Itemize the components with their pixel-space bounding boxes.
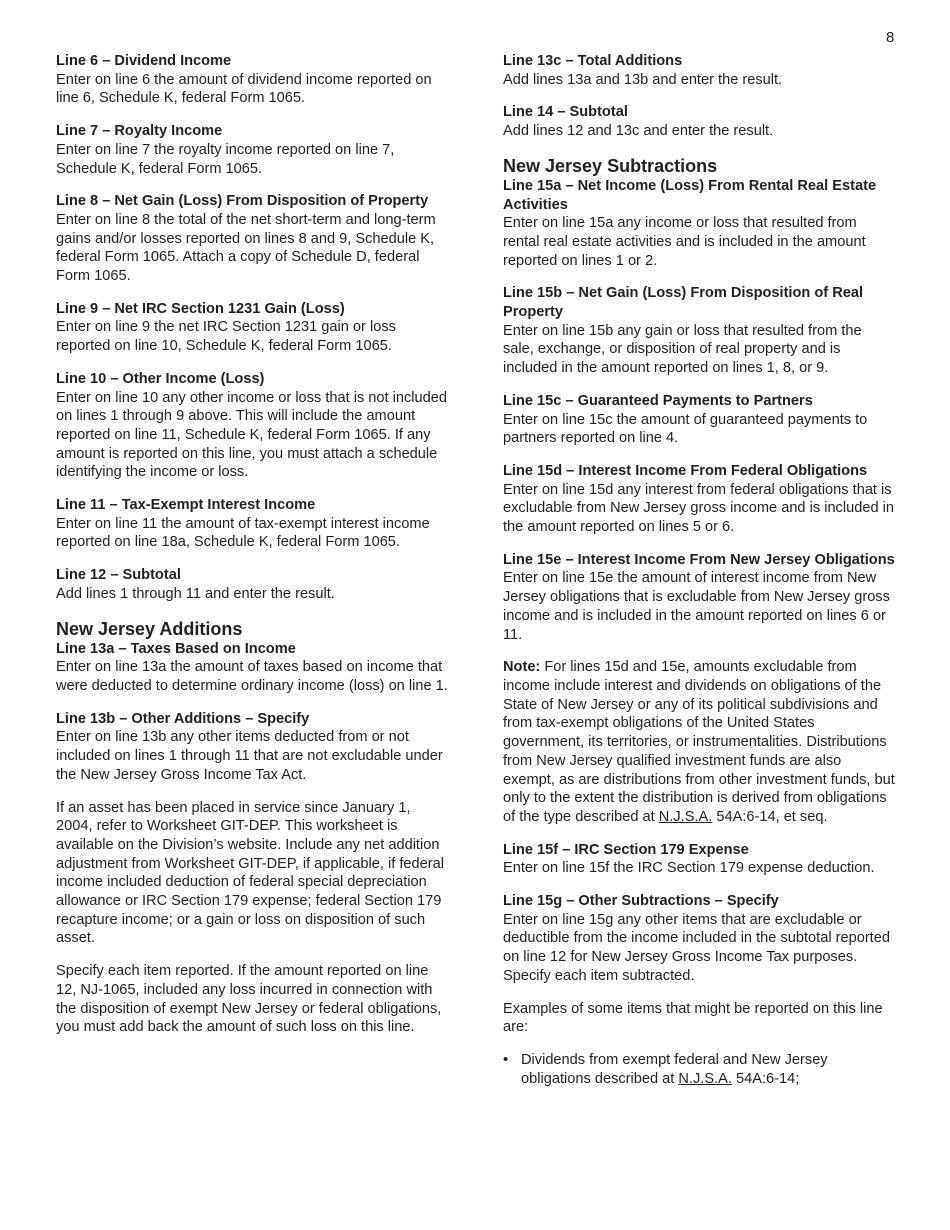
line12-section <box>56 566 448 603</box>
line14-title: Line 14 – Subtotal <box>503 104 628 121</box>
line15d-body: Enter on line 15d any interest from federal obligations that is excludable from New Jersey gross income and is included in the amount reported on lines 5 or 6. <box>503 481 894 536</box>
note-paragraph <box>503 658 895 826</box>
line6-section <box>56 52 448 108</box>
additions-heading: New Jersey Additions <box>56 618 243 639</box>
line13a-body: Enter on line 13a the amount of taxes based on income that were deducted to determine ordinary income (loss) on line 1. <box>56 659 448 694</box>
line15c-section <box>503 392 895 448</box>
line15f-title: Line 15f – IRC Section 179 Expense <box>503 841 749 858</box>
line10-section <box>56 370 448 482</box>
line15a-title: Line 15a – Net Income (Loss) From Rental Real Estate Activities <box>503 177 877 213</box>
note-citation: N.J.S.A. <box>658 808 713 825</box>
subtractions-heading: New Jersey Subtractions <box>503 155 718 176</box>
line15c-title: Line 15c – Guaranteed Payments to Partners <box>503 392 813 409</box>
line15f-body: Enter on line 15f the IRC Section 179 expense deduction. <box>503 860 875 877</box>
line15a-section <box>503 177 895 271</box>
line15e-title: Line 15e – Interest Income From New Jersey Obligations <box>503 551 895 568</box>
line13c-body: Add lines 13a and 13b and enter the result. <box>503 71 783 88</box>
note-text-before: For lines 15d and 15e, amounts excludable from income include interest and dividends on obligations of the State of New Jersey or any of its political subdivisions and from tax-exempt obligations of the United States government, its territories, or instrumentalities. Distributions from New Jersey qualified investment funds are also exempt, as are distributions from other investment funds, but only to the extent the distribution is derived from obligations of the type described at <box>503 659 895 825</box>
line7-title: Line 7 – Royalty Income <box>56 123 223 140</box>
line14-section <box>503 103 895 140</box>
examples-list <box>503 1051 895 1088</box>
line13b-body: Enter on line 13b any other items deducted from or not included on lines 1 through 11 that are not excludable under the New Jersey Gross Income Tax Act. <box>56 729 443 783</box>
asset-paragraph: If an asset has been placed in service since January 1, 2004, refer to Worksheet GIT-DEP. This worksheet is available on the Division’s website. Include any net addition adjustment from Worksheet GIT-DEP, if applicable, if federal income included deduction of federal special depreciation allowance or IRC Section 179 expense; federal Section 179 recapture income; or a gain or loss on disposition of such asset. <box>56 799 444 947</box>
line15d-section <box>503 462 895 537</box>
line15b-section <box>503 284 895 378</box>
line14-body: Add lines 12 and 13c and enter the result. <box>503 123 774 140</box>
line13c-section <box>503 52 895 89</box>
line15e-section <box>503 551 895 645</box>
line9-title: Line 9 – Net IRC Section 1231 Gain (Loss) <box>56 300 345 317</box>
line11-body: Enter on line 11 the amount of tax-exempt interest income reported on line 18a, Schedule K, federal Form 1065. <box>56 515 430 551</box>
line13a-section <box>56 640 448 696</box>
line8-title: Line 8 – Net Gain (Loss) From Disposition of Property <box>56 193 429 210</box>
line15g-body: Enter on line 15g any other items that are excludable or deductible from the income included in the subtotal reported on line 12 for New Jersey Gross Income Tax purposes. Specify each item subtracted. <box>503 911 890 984</box>
line7-section <box>56 122 448 178</box>
bullet1-text-before: Dividends from exempt federal and New Jersey obligations described at <box>521 1051 828 1087</box>
line9-body: Enter on line 9 the net IRC Section 1231 gain or loss reported on line 10, Schedule K, federal Form 1065. <box>56 319 396 355</box>
line13b-section <box>56 710 448 785</box>
line7-body: Enter on line 7 the royalty income reported on line 7, Schedule K, federal Form 1065. <box>56 141 395 177</box>
line12-body: Add lines 1 through 11 and enter the result. <box>56 585 335 602</box>
line10-body: Enter on line 10 any other income or loss that is not included on lines 1 through 9 above. This will include the amount reported on line 11, Schedule K, federal Form 1065. If any amount is reported on this line, you must attach a schedule identifying the income or loss. <box>56 389 448 481</box>
line8-body: Enter on line 8 the total of the net short-term and long-term gains and/or losses reported on lines 8 and 9, Schedule K, federal Form 1065. Attach a copy of Schedule D, federal Form 1065. <box>56 211 436 285</box>
line6-body: Enter on line 6 the amount of dividend income reported on line 6, Schedule K, federal Form 1065. <box>56 71 432 107</box>
line11-title: Line 11 – Tax-Exempt Interest Income <box>56 497 316 514</box>
line10-title: Line 10 – Other Income (Loss) <box>56 370 265 387</box>
note-label: Note: <box>503 659 541 676</box>
line15d-title: Line 15d – Interest Income From Federal Obligations <box>503 462 868 479</box>
bullet1-citation: N.J.S.A. <box>678 1070 732 1087</box>
line13a-title: Line 13a – Taxes Based on Income <box>56 640 296 657</box>
line15g-title: Line 15g – Other Subtractions – Specify <box>503 893 779 910</box>
line15f-section <box>503 841 895 878</box>
page-number: 8 <box>886 29 895 46</box>
line13c-title: Line 13c – Total Additions <box>503 53 683 69</box>
bullet1-text-after: 54A:6-14; <box>731 1070 800 1087</box>
line9-section <box>56 300 448 356</box>
line13b-title: Line 13b – Other Additions – Specify <box>56 710 310 727</box>
line15g-section <box>503 892 895 986</box>
line15b-body: Enter on line 15b any gain or loss that resulted from the sale, exchange, or disposition of real property and is included in the amount reported on lines 1, 8, or 9. <box>503 322 862 377</box>
line12-title: Line 12 – Subtotal <box>56 567 181 584</box>
note-text-after: 54A:6-14, et seq. <box>712 808 828 825</box>
line15c-body: Enter on line 15c the amount of guaranteed payments to partners reported on line 4. <box>503 411 868 447</box>
line15e-body: Enter on line 15e the amount of interest income from New Jersey obligations that is excludable from New Jersey gross income and is included in the amount reported on lines 6 or 11. <box>503 570 890 643</box>
list-item <box>521 1051 895 1088</box>
line8-section <box>56 192 448 286</box>
line11-section <box>56 496 448 552</box>
examples-intro: Examples of some items that might be reported on this line are: <box>503 1000 883 1036</box>
left-column <box>56 52 448 1051</box>
specify-paragraph: Specify each item reported. If the amount reported on line 12, NJ-1065, included any loss incurred in connection with the disposition of exempt New Jersey or federal obligations, you must add back the amount of such loss on this line. <box>56 963 442 1036</box>
line15a-body: Enter on line 15a any income or loss that resulted from rental real estate activities and is included in the amount reported on lines 1 or 2. <box>503 215 866 269</box>
line6-title: Line 6 – Dividend Income <box>56 53 232 69</box>
right-column <box>503 52 895 1088</box>
line15b-title: Line 15b – Net Gain (Loss) From Disposition of Real Property <box>503 285 864 321</box>
